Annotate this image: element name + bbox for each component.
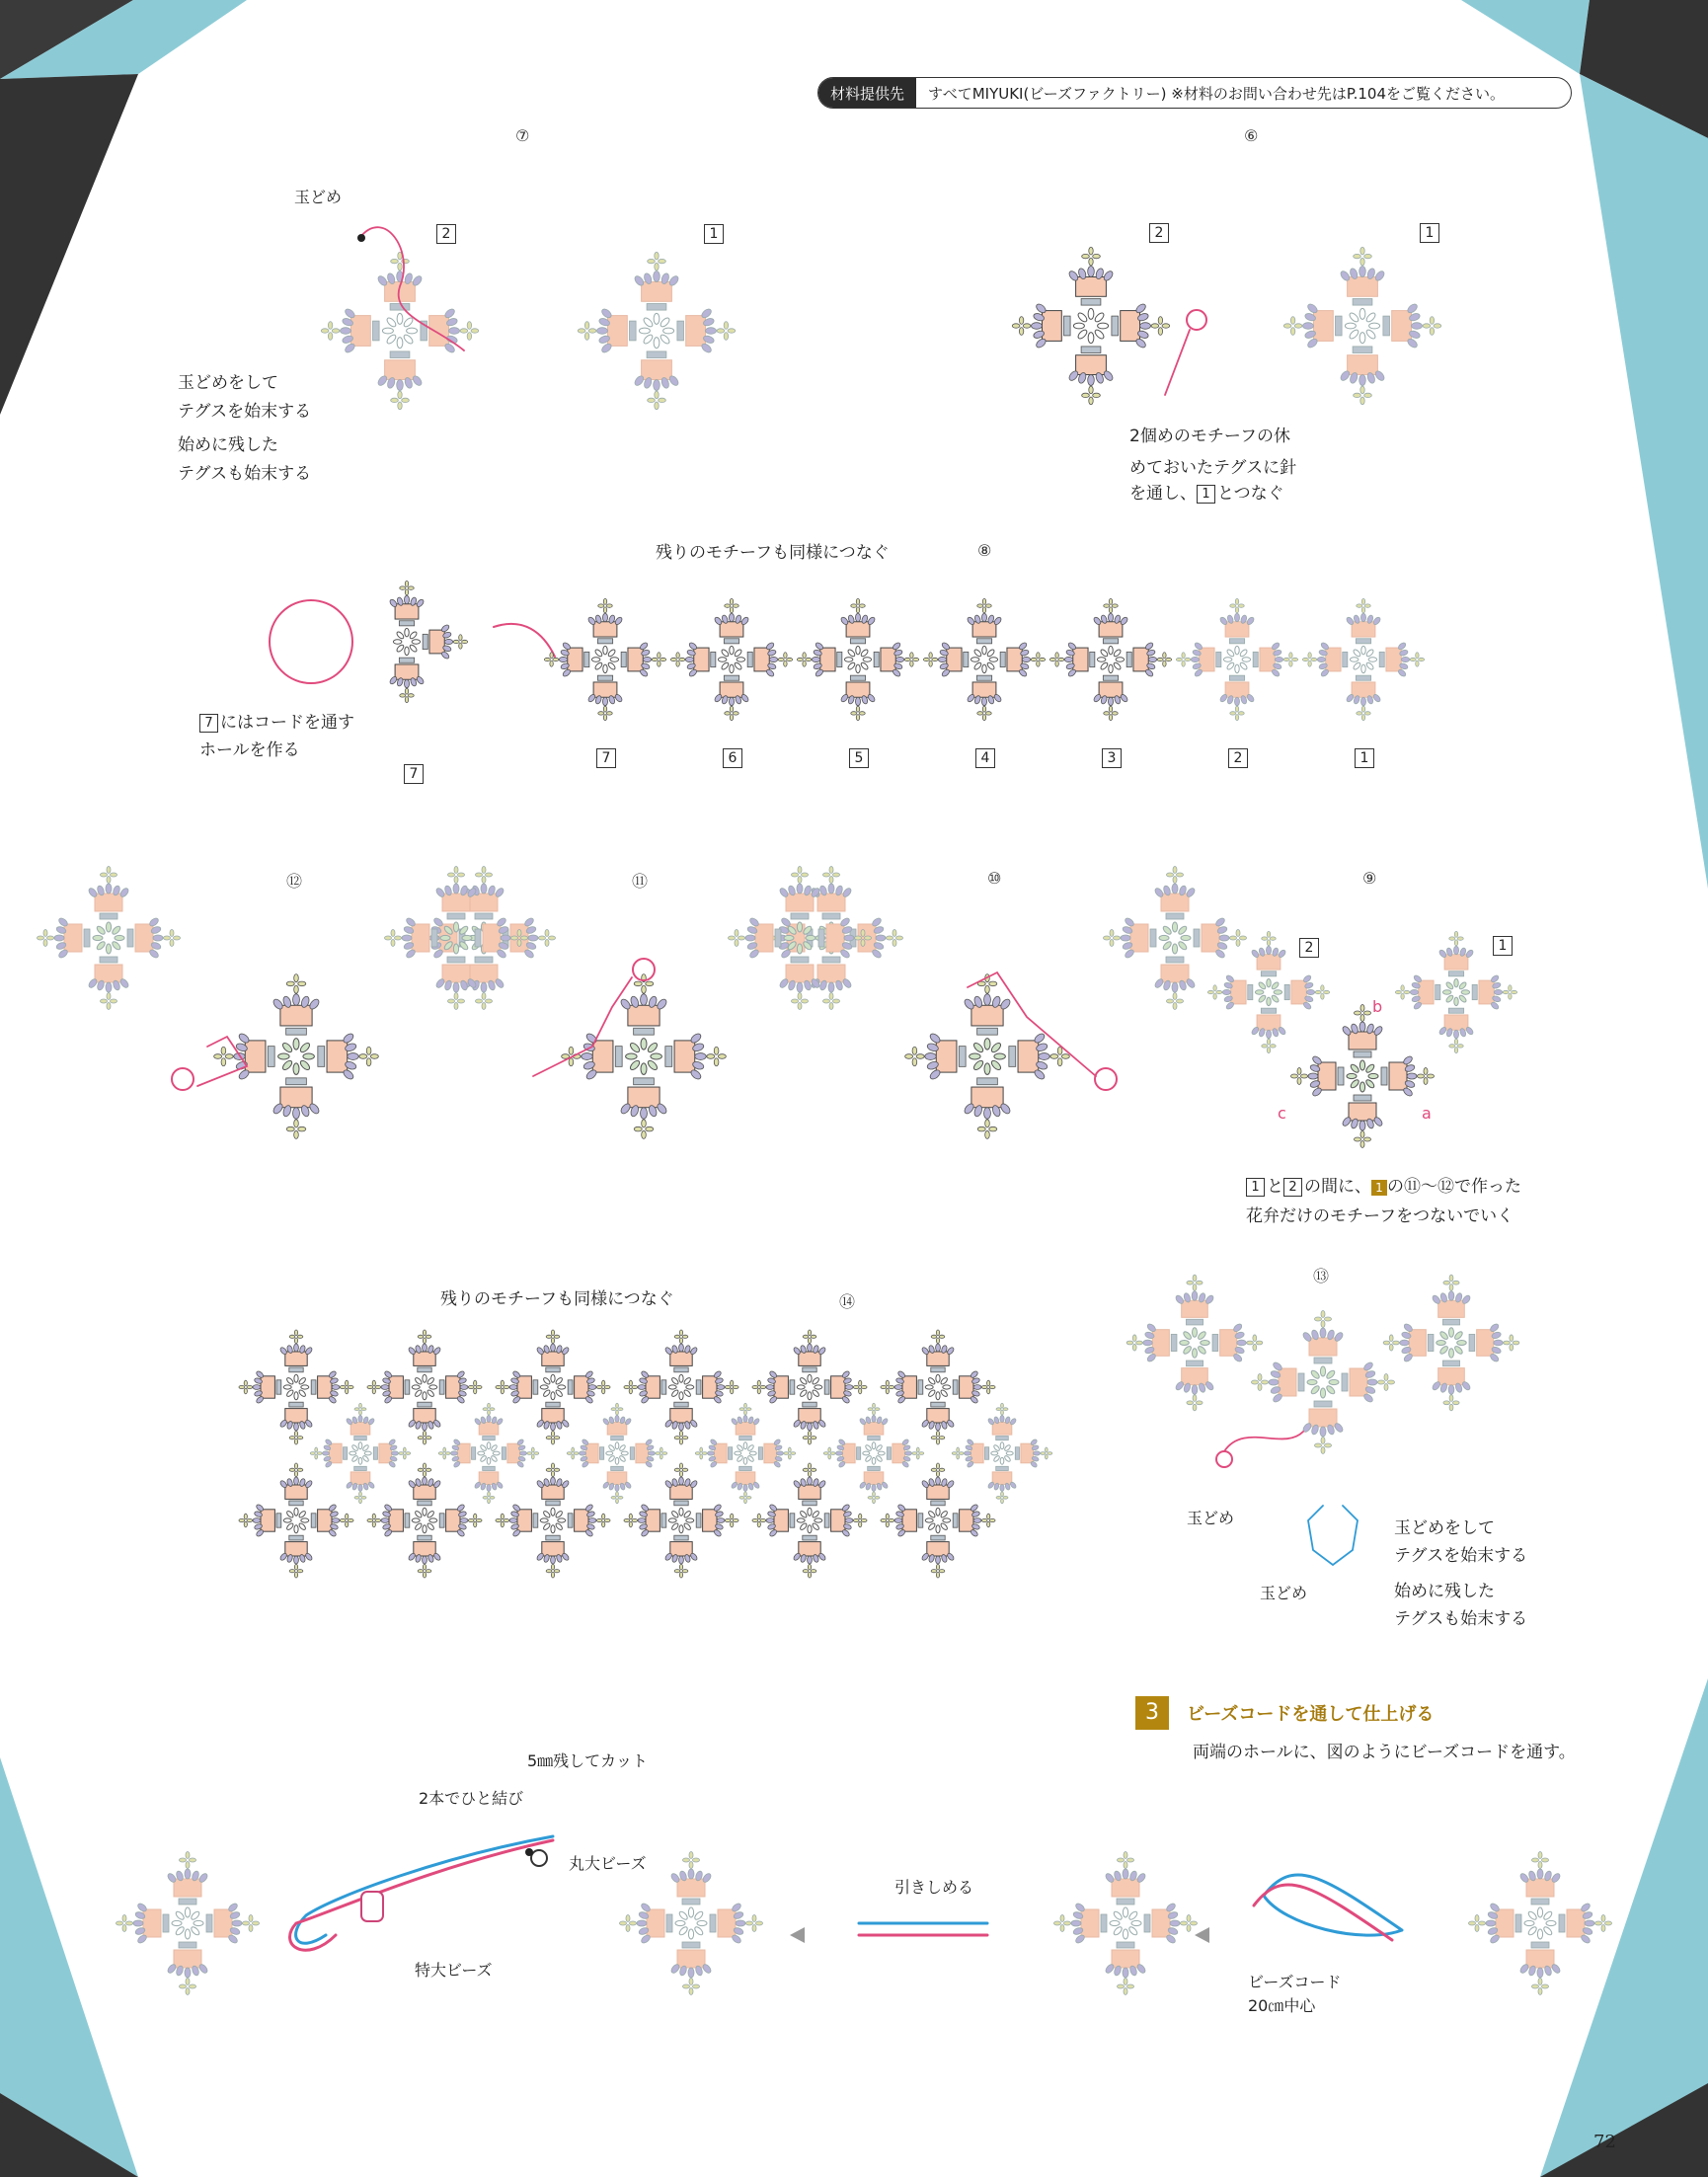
step-6-note-1: 2個めのモチーフの休 (1129, 427, 1290, 446)
bead-motif (905, 974, 1070, 1139)
bead-motif (923, 598, 1045, 720)
bead-motif (1252, 1311, 1395, 1454)
bead-motif (239, 1330, 353, 1444)
step-6-motif-1: 1 (1420, 223, 1439, 243)
section-3-title: ビーズコードを通して仕上げる (1187, 1704, 1435, 1725)
page-number: 72 (1593, 2132, 1616, 2152)
step-9-note-2: 花弁だけのモチーフをつないでいく (1246, 1206, 1514, 1226)
bead-motif (752, 1463, 867, 1578)
bead-motif (1283, 247, 1441, 405)
bead-motif (567, 1403, 666, 1504)
bead-motif (116, 1852, 260, 1995)
bead-motif (881, 1463, 995, 1578)
step-8-number: ⑧ (977, 541, 992, 560)
section-3-number: 3 (1135, 1696, 1169, 1730)
step-8-motif-7: 7 (596, 748, 616, 768)
bead-motif (1291, 1005, 1435, 1148)
label-round-bead: 丸大ビーズ (569, 1854, 647, 1873)
step-8-note-1: 7 にはコードを通す (199, 707, 354, 739)
bead-motif (438, 1403, 538, 1504)
step-6-note-2: めておいたテグスに針 (1129, 458, 1297, 478)
step-13-number: ⑬ (1313, 1267, 1330, 1285)
bead-motif (310, 1403, 410, 1504)
step-11-number: ⑪ (632, 872, 649, 891)
bead-motif (38, 867, 181, 1010)
step-8-motif-4: 4 (975, 748, 995, 768)
step-6-number: ⑥ (1244, 126, 1259, 145)
bead-motif (752, 1330, 867, 1444)
step-13-tamadome-1: 玉どめ (1187, 1509, 1235, 1527)
step-9-letter-b: b (1372, 997, 1383, 1016)
label-cord-2: 20㎝中心 (1248, 1996, 1316, 2015)
bead-motif (1012, 247, 1170, 405)
material-text: すべてMIYUKI(ビーズファクトリー) ※材料のお問い合わせ先はP.104をご覧ください。 (928, 84, 1505, 103)
bead-motif (1126, 1275, 1263, 1411)
bead-motif (496, 1463, 610, 1578)
bead-motif (670, 598, 792, 720)
bead-motif (624, 1463, 738, 1578)
label-big-bead: 特大ビーズ (415, 1961, 493, 1980)
bead-motif (797, 598, 918, 720)
bead-motif (624, 1330, 738, 1444)
step-14-title: 残りのモチーフも同様につなぐ (440, 1289, 674, 1309)
step-13-note-4: テグスも始末する (1394, 1609, 1528, 1629)
step-7-note-2: テグスを始末する (178, 402, 312, 422)
bead-motif (881, 1330, 995, 1444)
step-7-note-1: 玉どめをして (178, 373, 278, 393)
bead-motif (389, 581, 468, 702)
step-9-letter-c: c (1278, 1104, 1286, 1123)
section-3-description: 両端のホールに、図のようにビーズコードを通す。 (1193, 1743, 1576, 1762)
step-8-title: 残りのモチーフも同様につなぐ (656, 543, 890, 563)
bead-motif (695, 1403, 795, 1504)
step-9-letter-a: a (1422, 1104, 1432, 1123)
step-8-motif-5: 5 (849, 748, 869, 768)
label-pull: 引きしめる (894, 1878, 974, 1897)
step-13-note-2: テグスを始末する (1394, 1546, 1528, 1566)
step-9-motif-1: 1 (1493, 936, 1513, 956)
step-13-note-3: 始めに残した (1394, 1582, 1495, 1601)
bead-motif (214, 974, 379, 1139)
step-10-number: ⑩ (987, 869, 1002, 888)
step-13-tamadome-2: 玉どめ (1260, 1584, 1308, 1602)
step-7-note-4: テグスも始末する (178, 464, 312, 484)
step-13-note-1: 玉どめをして (1394, 1518, 1495, 1538)
step-6-note-3: を通し、 1 とつなぐ (1129, 484, 1284, 504)
bead-motif (1383, 1275, 1519, 1411)
label-cut: 5㎜残してカット (527, 1751, 649, 1770)
step-8-left-label: 7 (404, 764, 424, 784)
bead-motif (823, 1403, 923, 1504)
step-7-note-3: 始めに残した (178, 435, 278, 455)
label-knot: 2本でひと結び (419, 1789, 524, 1808)
bead-motif (952, 1403, 1051, 1504)
label-cord-1: ビーズコード (1248, 1973, 1342, 1991)
step-12-number: ⑫ (286, 872, 303, 891)
bead-motif (578, 252, 736, 410)
step-9-number: ⑨ (1362, 869, 1377, 888)
step-7-number: ⑦ (515, 126, 530, 145)
step-7-motif-2: 2 (436, 224, 456, 244)
bead-motif (239, 1463, 353, 1578)
bead-motif (1049, 598, 1171, 720)
bead-motif (321, 252, 479, 410)
bead-motif (544, 598, 665, 720)
bead-motif (1469, 1852, 1612, 1995)
bead-motif (496, 1330, 610, 1444)
step-7-motif-1: 1 (704, 224, 724, 244)
step-8-motif-2: 2 (1228, 748, 1248, 768)
bead-motif (1054, 1852, 1198, 1995)
step-8-note-2: ホールを作る (199, 740, 300, 760)
step-8-motif-1: 1 (1355, 748, 1374, 768)
step-6-motif-2: 2 (1149, 223, 1169, 243)
bead-motif (1104, 867, 1247, 1010)
bead-motif (562, 974, 727, 1139)
bead-motif (1176, 598, 1297, 720)
step-9-note-1: 1 と 2 の間に、 1 の⑪〜⑫で作った (1246, 1171, 1521, 1203)
bead-motif (367, 1330, 482, 1444)
step-8-motif-6: 6 (723, 748, 742, 768)
step-8-motif-3: 3 (1102, 748, 1122, 768)
bead-motif (1302, 598, 1424, 720)
material-tag: 材料提供先 (818, 78, 916, 108)
bead-motif (367, 1463, 482, 1578)
step-7-tamadome: 玉どめ (294, 188, 343, 206)
step-9-motif-2: 2 (1299, 938, 1319, 958)
step-14-number: ⑭ (839, 1292, 856, 1311)
